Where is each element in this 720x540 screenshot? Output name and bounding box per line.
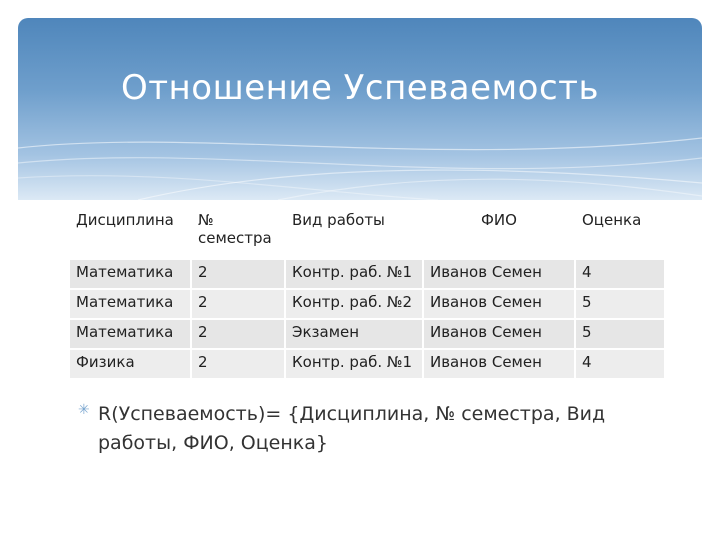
- decorative-waves: [18, 18, 702, 200]
- schema-bullet: [78, 400, 638, 458]
- cell-semester: 2: [192, 260, 284, 288]
- header-work-type: Вид работы: [286, 208, 422, 258]
- table-row: [70, 260, 664, 288]
- cell-work-type: Контр. раб. №2: [286, 290, 422, 318]
- cell-full-name: Иванов Семен: [424, 350, 574, 378]
- cell-grade: 4: [576, 260, 664, 288]
- cell-grade: 5: [576, 320, 664, 348]
- slide-title: Отношение Успеваемость: [120, 68, 600, 108]
- cell-semester: 2: [192, 320, 284, 348]
- cell-work-type: Контр. раб. №1: [286, 350, 422, 378]
- cell-grade: 4: [576, 350, 664, 378]
- header-grade: Оценка: [576, 208, 664, 258]
- header-semester: № семестра: [192, 208, 284, 258]
- schema-text: R(Успеваемость)= {Дисциплина, № семестра, Вид работы, ФИО, Оценка}: [98, 403, 606, 454]
- cell-discipline: Математика: [70, 290, 190, 318]
- table-header-row: [70, 208, 664, 258]
- cell-semester: 2: [192, 290, 284, 318]
- header-discipline: Дисциплина: [70, 208, 190, 258]
- cell-discipline: Физика: [70, 350, 190, 378]
- cell-grade: 5: [576, 290, 664, 318]
- cell-semester: 2: [192, 350, 284, 378]
- cell-discipline: Математика: [70, 260, 190, 288]
- asterisk-icon: ✳: [78, 402, 90, 418]
- cell-work-type: Контр. раб. №1: [286, 260, 422, 288]
- cell-full-name: Иванов Семен: [424, 260, 574, 288]
- cell-discipline: Математика: [70, 320, 190, 348]
- table-row: [70, 320, 664, 348]
- title-banner: [18, 18, 702, 200]
- cell-full-name: Иванов Семен: [424, 320, 574, 348]
- cell-work-type: Экзамен: [286, 320, 422, 348]
- header-full-name: ФИО: [424, 208, 574, 258]
- table-row: [70, 290, 664, 318]
- table-row: [70, 350, 664, 378]
- performance-table: [68, 206, 666, 380]
- cell-full-name: Иванов Семен: [424, 290, 574, 318]
